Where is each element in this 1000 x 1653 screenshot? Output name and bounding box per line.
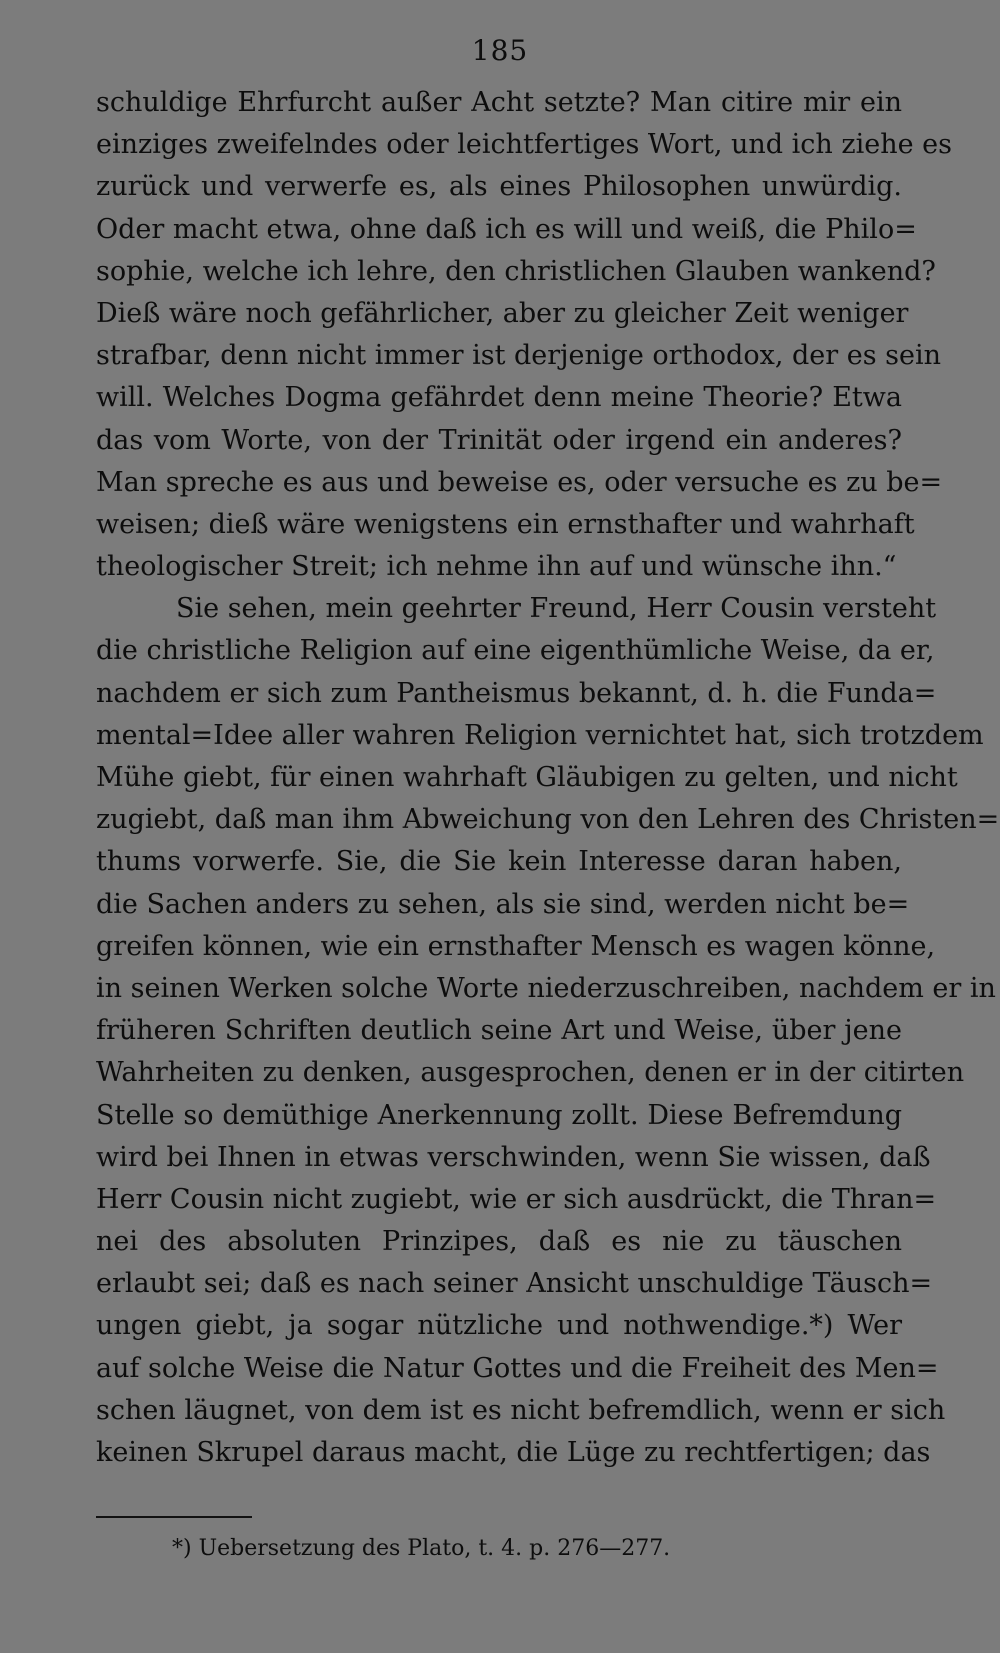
- text-line: mental=Idee aller wahren Religion vernichtet hat, sich trotzdem: [96, 719, 984, 751]
- text-line: sophie, welche ich lehre, den christlichen Glauben wankend?: [96, 255, 936, 287]
- text-line: Oder macht etwa, ohne daß ich es will und weiß, die Philo=: [96, 213, 917, 245]
- text-line: keinen Skrupel daraus macht, die Lüge zu rechtfertigen; das: [96, 1437, 931, 1468]
- text-line: ungen giebt, ja sogar nützliche und nothwendige.*) Wer: [96, 1310, 902, 1342]
- text-line: weisen; dieß wäre wenigstens ein ernsthafter und wahrhaft: [96, 508, 915, 540]
- text-line: Dieß wäre noch gefährlicher, aber zu gleicher Zeit weniger: [96, 297, 909, 329]
- footnote: *) Uebersetzung des Plato, t. 4. p. 276—277.: [172, 1536, 671, 1561]
- footnote-divider: [96, 1516, 252, 1518]
- text-line: will. Welches Dogma gefährdet denn meine Theorie? Etwa: [96, 382, 902, 414]
- text-line: erlaubt sei; daß es nach seiner Ansicht unschuldige Täusch=: [96, 1268, 933, 1300]
- body-text: [96, 82, 1000, 1474]
- text-line: in seinen Werken solche Worte niederzuschreiben, nachdem er in: [96, 972, 996, 1004]
- text-line: schuldige Ehrfurcht außer Acht setzte? Man citire mir ein: [96, 87, 902, 118]
- text-line: Mühe giebt, für einen wahrhaft Gläubigen zu gelten, und nicht: [96, 762, 958, 793]
- text-line: wird bei Ihnen in etwas verschwinden, wenn Sie wissen, daß: [96, 1141, 931, 1173]
- text-line: nachdem er sich zum Pantheismus bekannt, d. h. die Funda=: [96, 677, 937, 709]
- text-line: Stelle so demüthige Anerkennung zollt. Diese Befremdung: [96, 1099, 902, 1131]
- text-line: Wahrheiten zu denken, ausgesprochen, denen er in der citirten: [96, 1057, 965, 1089]
- text-line: einziges zweifelndes oder leichtfertiges Wort, und ich ziehe es: [96, 129, 952, 161]
- text-line: zugiebt, daß man ihm Abweichung von den Lehren des Christen=: [96, 804, 1000, 836]
- text-line: schen läugnet, von dem ist es nicht befremdlich, wenn er sich: [96, 1394, 946, 1426]
- text-line: auf solche Weise die Natur Gottes und die Freiheit des Men=: [96, 1352, 939, 1384]
- text-line: greifen können, wie ein ernsthafter Mensch es wagen könne,: [96, 930, 936, 962]
- text-line: strafbar, denn nicht immer ist derjenige orthodox, der es sein: [96, 340, 942, 372]
- text-line: theologischer Streit; ich nehme ihn auf und wünsche ihn.“: [96, 551, 897, 583]
- text-line: nei des absoluten Prinzipes, daß es nie zu täuschen: [96, 1226, 902, 1258]
- text-line: thums vorwerfe. Sie, die Sie kein Interesse daran haben,: [96, 846, 902, 878]
- text-line: Herr Cousin nicht zugiebt, wie er sich ausdrückt, die Thran=: [96, 1183, 937, 1215]
- text-line: Man spreche es aus und beweise es, oder versuche es zu be=: [96, 466, 943, 498]
- text-line: die christliche Religion auf eine eigenthümliche Weise, da er,: [96, 635, 935, 667]
- page-number: 185: [471, 34, 529, 67]
- text-line: früheren Schriften deutlich seine Art und Weise, über jene: [96, 1015, 902, 1047]
- text-line: die Sachen anders zu sehen, als sie sind, werden nicht be=: [96, 888, 910, 920]
- text-line: das vom Worte, von der Trinität oder irgend ein anderes?: [96, 424, 902, 456]
- text-line: zurück und verwerfe es, als eines Philosophen unwürdig.: [96, 171, 902, 203]
- text-line: Sie sehen, mein geehrter Freund, Herr Cousin versteht: [176, 593, 937, 625]
